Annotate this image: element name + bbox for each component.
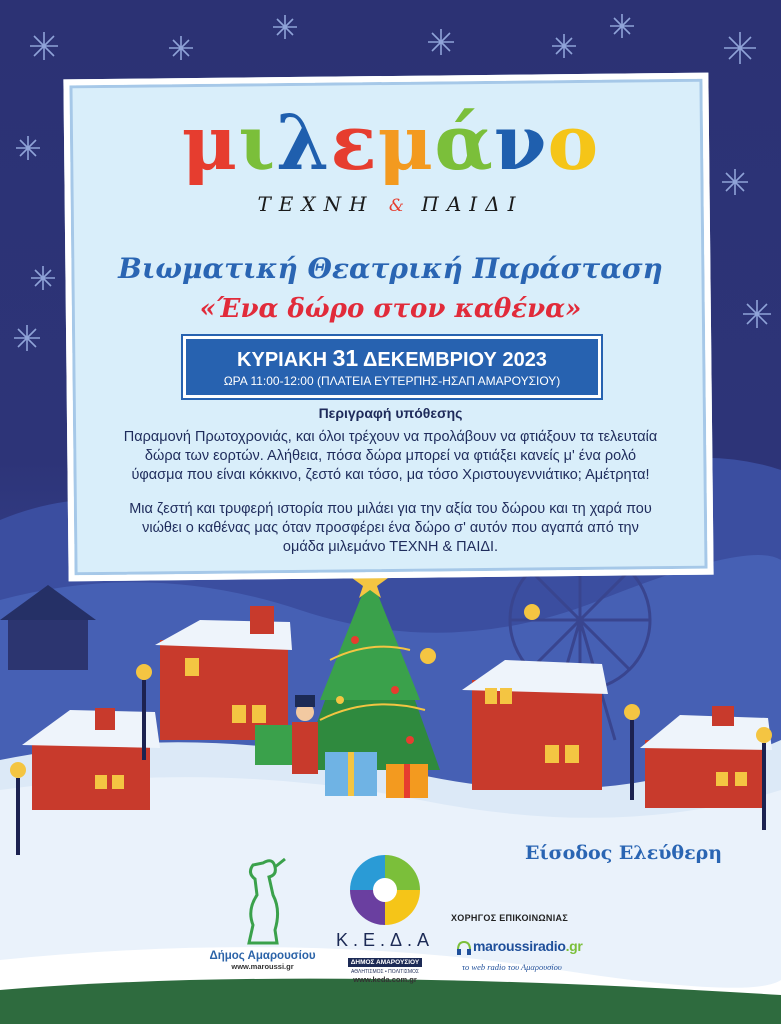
logo-tagline-amp: & <box>388 196 408 216</box>
date-banner <box>183 336 601 398</box>
logo-tagline <box>0 192 781 216</box>
keda-logo <box>335 855 435 984</box>
description-paragraph-1: Παραμονή Πρωτοχρονιάς, και όλοι τρέχουν να προλάβουν να φτιάξουν τα τελευταία δώρα των εορτών. Αλήθεια, πόσα δώρα μπορεί να φτιάξει κανείς μ' ένα ρολό ύφασμα που είναι κόκκινο, ζεστό και τόσο, μα τόσο Χριστουγεννιάτικο; Αμέτρητα! <box>123 429 658 483</box>
keda-subtitle-2: ΑΘΛΗΤΙΣΜΟΣ • ΠΟΛΙΤΙΣΜΟΣ <box>350 969 419 975</box>
logo-letter: μ <box>181 98 239 187</box>
logo-letter: ά <box>434 98 494 187</box>
logo-letter: λ <box>276 98 331 187</box>
statue-icon <box>233 855 293 945</box>
logo-tagline-left: ΤΕΧΝΗ <box>257 192 375 216</box>
radio-headphones-icon <box>456 940 472 956</box>
event-date <box>186 345 598 372</box>
logo-letter: ν <box>493 98 548 187</box>
date-number: 31 <box>332 345 359 371</box>
free-entry-text: Είσοδος Ελεύθερη <box>525 842 723 864</box>
event-subtitle: «Ένα δώρο στον καθένα» <box>199 294 582 324</box>
keda-url: www.keda.com.gr <box>353 975 417 984</box>
logo-letter: ο <box>547 98 600 187</box>
description-paragraph-2: Μια ζεστή και τρυφερή ιστορία που μιλάει για την αξία του δώρου και τη χαρά που νιώθει ο καθένας μας όταν προσφέρει ένα δώρο σ' αυτόν που αγαπά από την ομάδα μιλεμάνο ΤΕΧΝΗ & ΠΑΙΔΙ. <box>129 501 652 555</box>
maroussiradio-logo <box>473 938 583 954</box>
keda-name: Κ.Ε.Δ.Α <box>335 930 435 950</box>
milemano-logo <box>0 98 781 187</box>
logo-letter: ι <box>238 98 277 187</box>
date-day: ΚΥΡΙΑΚΗ <box>237 349 328 371</box>
communication-sponsor-label: ΧΟΡΗΓΟΣ ΕΠΙΚΟΙΝΩΝΙΑΣ <box>451 913 569 923</box>
dimos-amarousiou-logo <box>200 855 325 971</box>
radio-domain: .gr <box>565 938 583 954</box>
keda-subtitle: ΔΗΜΟΣ ΑΜΑΡΟΥΣΙΟΥ <box>348 958 423 967</box>
dimos-name: Δήμος Αμαρουσίου <box>209 950 316 962</box>
logo-tagline-right: ΠΑΙΔΙ <box>421 192 524 216</box>
dimos-url: www.maroussi.gr <box>231 962 294 971</box>
event-time-place: ΩΡΑ 11:00-12:00 (ΠΛΑΤΕΙΑ ΕΥΤΕΡΠΗΣ-ΗΣΑΠ ΑΜΑΡΟΥΣΙΟΥ) <box>223 374 561 388</box>
keda-circle-icon <box>350 855 420 925</box>
description-heading: Περιγραφή υπόθεσης <box>318 405 463 421</box>
date-month-year: ΔΕΚΕΜΒΡΙΟΥ 2023 <box>363 349 547 371</box>
logo-letter: ε <box>330 98 378 187</box>
radio-name: maroussiradio <box>473 938 566 954</box>
radio-tagline: το web radio του Αμαρουσίου <box>462 962 562 972</box>
event-title: Βιωματική Θεατρική Παράσταση <box>118 252 663 285</box>
logo-letter: μ <box>377 98 435 187</box>
